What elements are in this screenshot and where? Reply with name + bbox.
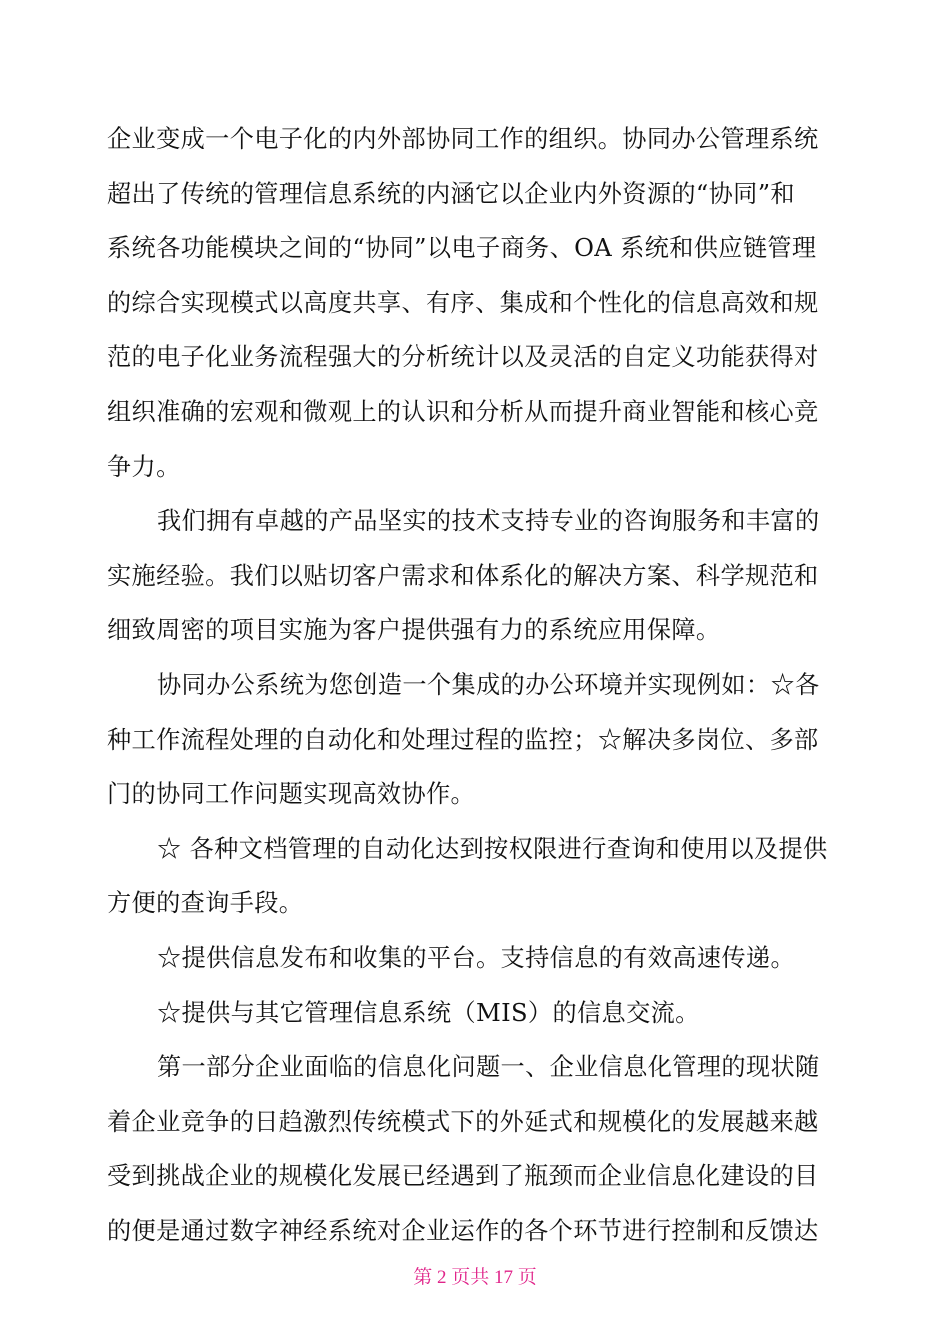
text-line: 协同办公系统为您创造一个集成的办公环境并实现例如：☆各 [157,670,820,699]
text-line: 超出了传统的管理信息系统的内涵它以企业内外资源的“协同”和 [107,179,795,208]
text-line: ☆提供信息发布和收集的平台。支持信息的有效高速传递。 [157,943,795,972]
page-number-footer: 第 2 页共 17 页 [413,1267,537,1288]
text-line: 第一部分企业面临的信息化问题一、企业信息化管理的现状随 [157,1053,820,1082]
text-line: 种工作流程处理的自动化和处理过程的监控；☆解决多岗位、多部 [107,725,819,754]
text-line: 的便是通过数字神经系统对企业运作的各个环节进行控制和反馈达 [107,1216,819,1245]
paragraph-info-publish [107,931,847,986]
text-line: 的综合实现模式以高度共享、有序、集成和个性化的信息高效和规 [107,288,819,317]
text-line: 组织准确的宏观和微观上的认识和分析从而提升商业智能和核心竞 [107,397,819,426]
text-line: 门的协同工作问题实现高效协作。 [107,780,476,809]
paragraph-document-management [107,822,847,931]
text-line: 争力。 [107,452,181,481]
text-line: 范的电子化业务流程强大的分析统计以及灵活的自定义功能获得对 [107,343,819,372]
paragraph-company-advantage [107,494,847,658]
text-line: 受到挑战企业的规模化发展已经遇到了瓶颈而企业信息化建设的目 [107,1162,819,1191]
text-line: 企业变成一个电子化的内外部协同工作的组织。协同办公管理系统 [107,125,819,153]
text-line: 系统各功能模块之间的“协同”以电子商务、OA 系统和供应链管理 [107,234,817,263]
text-line: 实施经验。我们以贴切客户需求和体系化的解决方案、科学规范和 [107,561,819,590]
text-line: 方便的查询手段。 [107,889,304,918]
paragraph-intro-continued [107,112,847,494]
text-line: ☆提供与其它管理信息系统（MIS）的信息交流。 [157,998,700,1027]
body-text [107,112,847,1258]
text-line: 细致周密的项目实施为客户提供强有力的系统应用保障。 [107,616,721,645]
paragraph-office-environment [107,658,847,822]
text-line: 着企业竞争的日趋激烈传统模式下的外延式和规模化的发展越来越 [107,1107,819,1136]
paragraph-mis-exchange [107,986,847,1041]
text-line: 我们拥有卓越的产品坚实的技术支持专业的咨询服务和丰富的 [157,507,820,536]
paragraph-part-one [107,1040,847,1258]
text-line: ☆ 各种文档管理的自动化达到按权限进行查询和使用以及提供 [157,834,828,863]
